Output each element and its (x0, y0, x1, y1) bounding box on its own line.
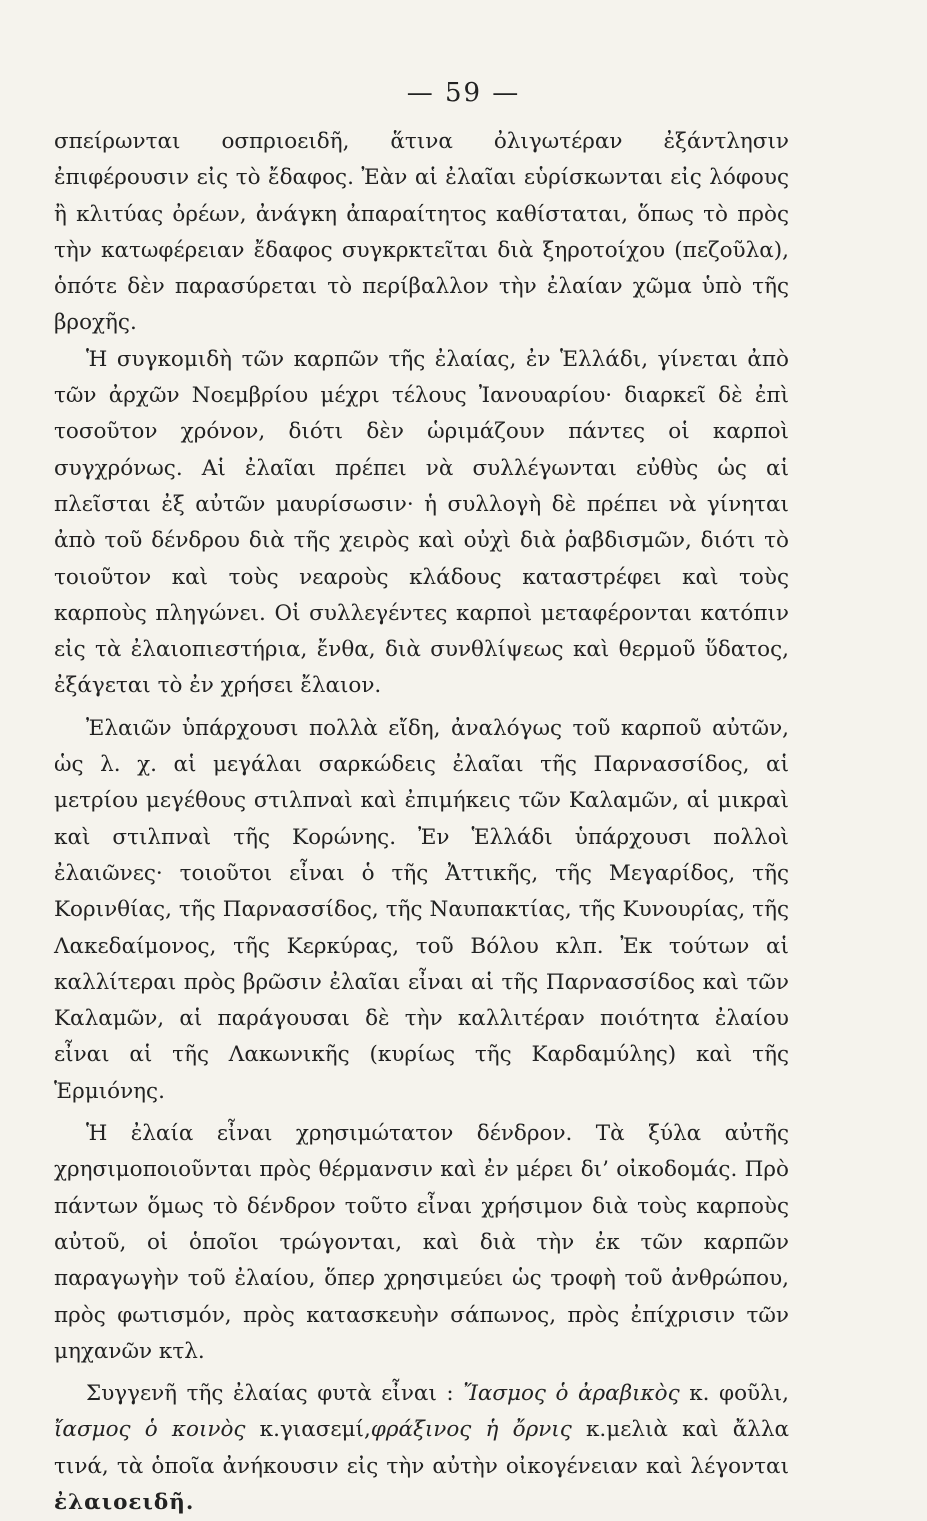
page-number: — 59 — (406, 78, 521, 108)
term-oleaceae: ἐλαιοειδῆ. (54, 1489, 195, 1515)
paragraph-related-plants (54, 1376, 789, 1521)
term-jasminum-sambac: Ἴασμος ὁ ἀραβικὸς (463, 1381, 680, 1407)
paragraph-varieties: Ἐλαιῶν ὑπάρχουσι πολλὰ εἴδη, ἀναλόγως τοῦ καρποῦ αὐτῶν, ὡς λ. χ. αἱ μεγάλαι σαρκώδεις ἐλαῖαι τῆς Παρνασσίδος, αἱ μετρίου μεγέθους στιλπναὶ καὶ ἐπιμήκεις τῶν Καλαμῶν, αἱ μικραὶ καὶ στιλπναὶ τῆς Κορώνης. Ἐν Ἑλλάδι ὑπάρχουσι πολλοὶ ἐλαιῶνες· τοιοῦτοι εἶναι ὁ τῆς Ἀττικῆς, τῆς Μεγαρίδος, τῆς Κορινθίας, τῆς Παρνασσίδος, τῆς Ναυπακτίας, τῆς Κυνουρίας, τῆς Λακεδαίμονος, τῆς Κερκύρας, τοῦ Βόλου κλπ. Ἐκ τούτων αἱ καλλίτεραι πρὸς βρῶσιν ἐλαῖαι εἶναι αἱ τῆς Παρνασσίδος καὶ τῶν Καλαμῶν, αἱ παράγουσαι δὲ τὴν καλλιτέραν ποιότητα ἐλαίου εἶναι αἱ τῆς Λακωνικῆς (κυρίως τῆς Καρδαμύλης) καὶ τῆς Ἑρμιόνης. (54, 715, 789, 1104)
related-mid3: κ.μελιὰ καὶ ἄλλα τινά, τὰ ὁποῖα ἀνήκουσιν εἰς τὴν αὐτὴν οἰκογένειαν καὶ λέγονται (54, 1417, 789, 1479)
paragraph-harvest: Ἡ συγκομιδὴ τῶν καρπῶν τῆς ἐλαίας, ἐν Ἑλλάδι, γίνεται ἀπὸ τῶν ἀρχῶν Νοεμβρίου μέχρι τέλους Ἰανουαρίου· διαρκεῖ δὲ ἐπὶ τοσοῦτον χρόνον, διότι δὲν ὡριμάζουν πάντες οἱ καρποὶ συγχρόνως. Αἱ ἐλαῖαι πρέπει νὰ συλλέγωνται εὐθὺς ὡς αἱ πλεῖσται ἐξ αὐτῶν μαυρίσωσιν· ἡ συλλογὴ δὲ πρέπει νὰ γίνηται ἀπὸ τοῦ δένδρου διὰ τῆς χειρὸς καὶ οὐχὶ διὰ ῥαβδισμῶν, διότι τὸ τοιοῦτον καὶ τοὺς νεαροὺς κλάδους καταστρέφει καὶ τοὺς καρποὺς πληγώνει. Οἱ συλλεγέντες καρποὶ μεταφέρονται κατόπιν εἰς τὰ ἐλαιοπιεστήρια, ἔνθα, διὰ συνθλίψεως καὶ θερμοῦ ὕδατος, ἐξάγεται τὸ ἐν χρήσει ἔλαιον. (54, 346, 789, 699)
term-jasminum-common: ἴασμος ὁ κοινὸς (54, 1417, 246, 1443)
paragraph-continuation: σπείρωνται οσπριοειδῆ, ἅτινα ὀλιγωτέραν ἐξάντλησιν ἐπιφέρουσιν εἰς τὸ ἔδαφος. Ἐὰν αἱ ἐλαῖαι εὑρίσκωνται εἰς λόφους ἢ κλιτύας ὀρέων, ἀνάγκη ἀπαραίτητος καθίσταται, ὅπως τὸ πρὸς τὴν κατωφέρειαν ἔδαφος συγκρκτεῖται διὰ ξηροτοίχου (πεζοῦλα), ὁπότε δὲν παρασύρεται τὸ περίβαλλον τὴν ἐλαίαν χῶμα ὑπὸ τῆς βροχῆς. (54, 129, 789, 336)
related-lead: Συγγενῆ τῆς ἐλαίας φυτὰ εἶναι : (86, 1381, 464, 1407)
related-mid2: κ.γιασεμί, (245, 1417, 371, 1443)
page-body (54, 124, 789, 1521)
related-mid1: κ. φοῦλι, (679, 1381, 789, 1407)
paragraph-uses: Ἡ ἐλαία εἶναι χρησιμώτατον δένδρον. Τὰ ξύλα αὐτῆς χρησιμοποιοῦνται πρὸς θέρμανσιν καὶ ἐν μέρει δι’ οἰκοδομάς. Πρὸ πάντων ὅμως τὸ δένδρον τοῦτο εἶναι χρήσιμον διὰ τοὺς καρποὺς αὐτοῦ, οἱ ὁποῖοι τρώγονται, καὶ διὰ τὴν ἐκ τῶν καρπῶν παραγωγὴν τοῦ ἐλαίου, ὅπερ χρησιμεύει ὡς τροφὴ τοῦ ἀνθρώπου, πρὸς φωτισμόν, πρὸς κατασκευὴν σάπωνος, πρὸς ἐπίχρισιν τῶν μηχανῶν κτλ. (54, 1121, 789, 1364)
term-fraxinus-ornus: φράξινος ἡ ὄρνις (370, 1417, 572, 1443)
